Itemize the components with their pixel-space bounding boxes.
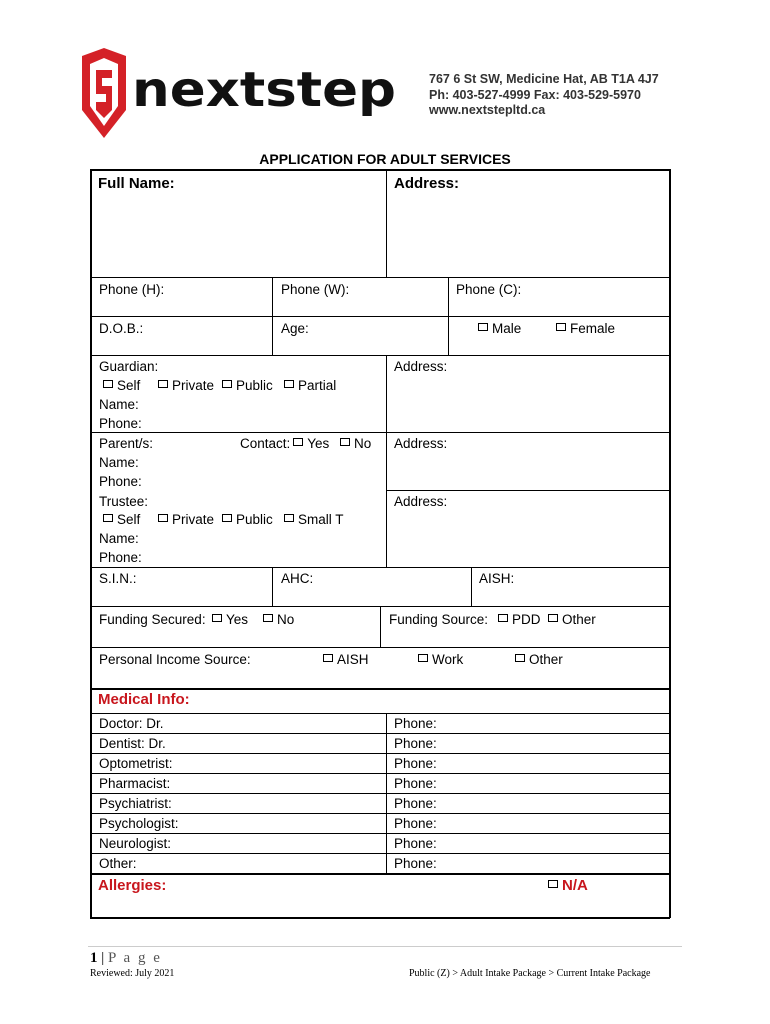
- reviewed-date: Reviewed: July 2021: [90, 968, 175, 979]
- guardian-address-label: Address:: [394, 359, 448, 374]
- income-work-option[interactable]: Work: [418, 652, 463, 668]
- funding-secured-label: Funding Secured:: [99, 612, 206, 627]
- checkbox-icon[interactable]: [323, 654, 333, 662]
- website-line: www.nextstepltd.ca: [429, 103, 546, 117]
- income-label: Personal Income Source:: [99, 652, 251, 667]
- funding-other-option[interactable]: Other: [548, 612, 596, 628]
- full-name-field[interactable]: [92, 196, 384, 276]
- page-number: 1 | P a g e: [90, 950, 162, 966]
- address-line: 767 6 St SW, Medicine Hat, AB T1A 4J7: [429, 72, 659, 86]
- file-path: Public (Z) > Adult Intake Package > Current Intake Package: [409, 968, 651, 979]
- trustee-small-t-option[interactable]: Small T: [284, 512, 344, 528]
- income-aish-option[interactable]: AISH: [323, 652, 369, 668]
- checkbox-icon[interactable]: [103, 514, 113, 522]
- trustee-label: Trustee:: [99, 494, 149, 509]
- guardian-name-label: Name:: [99, 397, 139, 412]
- contact-line: Ph: 403-527-4999 Fax: 403-529-5970: [429, 87, 641, 102]
- checkbox-icon[interactable]: [103, 380, 113, 388]
- trustee-name-label: Name:: [99, 531, 139, 546]
- sin-label: S.I.N.:: [99, 571, 137, 586]
- female-option[interactable]: Female: [556, 321, 615, 337]
- funding-no-option[interactable]: No: [263, 612, 294, 628]
- checkbox-icon[interactable]: [293, 438, 303, 446]
- phone-home-label: Phone (H):: [99, 282, 165, 297]
- contact-label: Contact:: [240, 436, 291, 451]
- guardian-private-option[interactable]: Private: [158, 378, 214, 394]
- trustee-self-option[interactable]: Self: [103, 512, 140, 528]
- medical-row-label: Neurologist:: [99, 836, 172, 851]
- medical-row-phone: Phone:: [394, 736, 437, 751]
- parents-address-label: Address:: [394, 436, 448, 451]
- medical-row-label: Psychologist:: [99, 816, 179, 831]
- checkbox-icon[interactable]: [222, 514, 232, 522]
- guardian-self-option[interactable]: Self: [103, 378, 140, 394]
- checkbox-icon[interactable]: [478, 323, 488, 331]
- checkbox-icon[interactable]: [340, 438, 350, 446]
- checkbox-icon[interactable]: [556, 323, 566, 331]
- medical-row-phone: Phone:: [394, 836, 437, 851]
- medical-row-phone: Phone:: [394, 756, 437, 771]
- funding-source-label: Funding Source:: [389, 612, 489, 627]
- medical-row-label: Doctor: Dr.: [99, 716, 164, 731]
- trustee-phone-label: Phone:: [99, 550, 142, 565]
- aish-id-label: AISH:: [479, 571, 515, 586]
- medical-info-heading: Medical Info:: [98, 691, 190, 708]
- trustee-private-option[interactable]: Private: [158, 512, 214, 528]
- male-option[interactable]: Male: [478, 321, 521, 337]
- parents-phone-label: Phone:: [99, 474, 142, 489]
- checkbox-icon[interactable]: [548, 614, 558, 622]
- checkbox-icon[interactable]: [284, 380, 294, 388]
- medical-row-phone: Phone:: [394, 796, 437, 811]
- parents-label: Parent/s:: [99, 436, 154, 451]
- guardian-phone-label: Phone:: [99, 416, 142, 431]
- checkbox-icon[interactable]: [158, 514, 168, 522]
- checkbox-icon[interactable]: [548, 880, 558, 888]
- checkbox-icon[interactable]: [418, 654, 428, 662]
- nextstep-logo: [80, 48, 400, 140]
- medical-row-phone: Phone:: [394, 816, 437, 831]
- medical-row-label: Other:: [99, 856, 137, 871]
- medical-row-phone: Phone:: [394, 776, 437, 791]
- medical-row-label: Optometrist:: [99, 756, 173, 771]
- guardian-public-option[interactable]: Public: [222, 378, 273, 394]
- medical-row-label: Pharmacist:: [99, 776, 171, 791]
- phone-cell-label: Phone (C):: [456, 282, 522, 297]
- company-address: [429, 72, 659, 119]
- address-field[interactable]: [388, 196, 668, 276]
- checkbox-icon[interactable]: [212, 614, 222, 622]
- checkbox-icon[interactable]: [263, 614, 273, 622]
- allergies-na-option[interactable]: N/A: [548, 878, 588, 894]
- age-label: Age:: [281, 321, 309, 336]
- checkbox-icon[interactable]: [515, 654, 525, 662]
- guardian-label: Guardian:: [99, 359, 159, 374]
- guardian-partial-option[interactable]: Partial: [284, 378, 336, 394]
- checkbox-icon[interactable]: [284, 514, 294, 522]
- parents-name-label: Name:: [99, 455, 139, 470]
- address-label: Address:: [394, 175, 460, 192]
- checkbox-icon[interactable]: [498, 614, 508, 622]
- medical-row-phone: Phone:: [394, 856, 437, 871]
- medical-row-label: Psychiatrist:: [99, 796, 172, 811]
- checkbox-icon[interactable]: [158, 380, 168, 388]
- allergies-label: Allergies:: [98, 877, 167, 894]
- full-name-label: Full Name:: [98, 175, 175, 192]
- medical-row-phone: Phone:: [394, 716, 437, 731]
- contact-yes: Yes: [307, 436, 330, 451]
- contact-no-option[interactable]: No: [340, 436, 371, 452]
- income-other-option[interactable]: Other: [515, 652, 563, 668]
- phone-work-label: Phone (W):: [281, 282, 350, 297]
- dob-label: D.O.B.:: [99, 321, 144, 336]
- trustee-address-label: Address:: [394, 494, 448, 509]
- checkbox-icon[interactable]: [222, 380, 232, 388]
- logo-wordmark: nextstep: [132, 62, 396, 118]
- funding-pdd-option[interactable]: PDD: [498, 612, 541, 628]
- parents-contact: [240, 436, 329, 452]
- form-title: APPLICATION FOR ADULT SERVICES: [259, 151, 511, 167]
- ahc-label: AHC:: [281, 571, 314, 586]
- trustee-public-option[interactable]: Public: [222, 512, 273, 528]
- funding-yes-option[interactable]: Yes: [212, 612, 248, 628]
- medical-row-label: Dentist: Dr.: [99, 736, 166, 751]
- footer-divider: [88, 946, 682, 947]
